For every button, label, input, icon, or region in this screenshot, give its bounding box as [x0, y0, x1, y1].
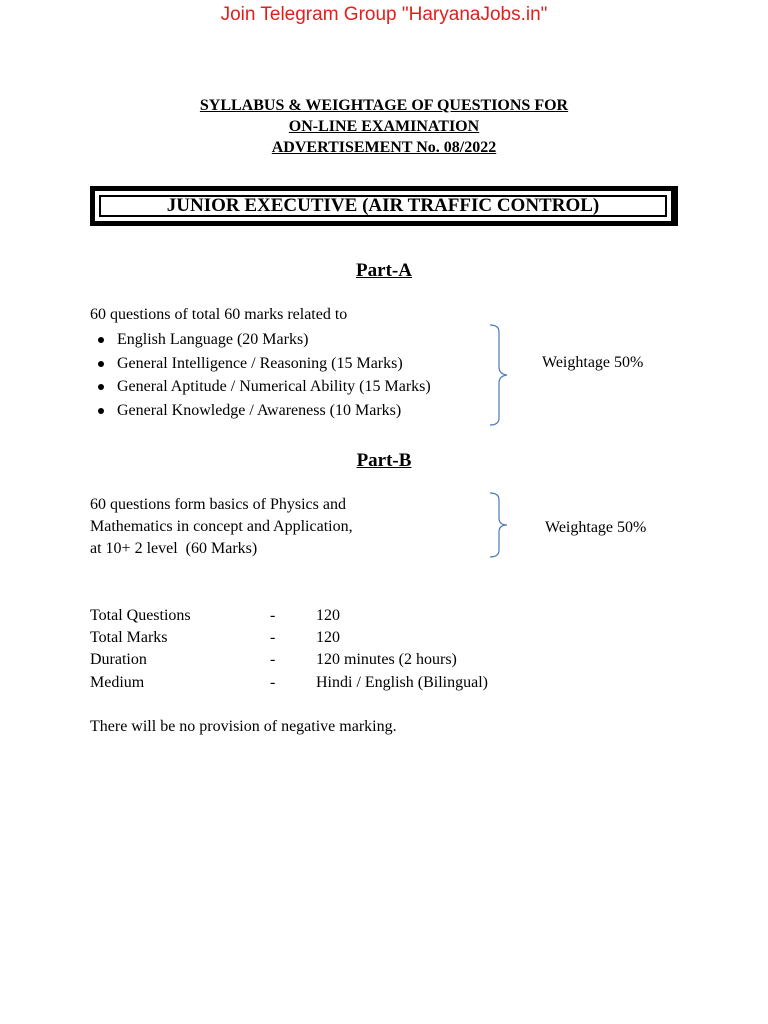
- summary-label: Total Questions: [90, 607, 191, 624]
- part-b-line-3: at 10+ 2 level (60 Marks): [90, 540, 258, 557]
- summary-value: Hindi / English (Bilingual): [316, 674, 488, 691]
- part-a-intro: 60 questions of total 60 marks related to: [90, 306, 348, 323]
- telegram-banner: Join Telegram Group "HaryanaJobs.in": [220, 4, 548, 25]
- post-title: JUNIOR EXECUTIVE (AIR TRAFFIC CONTROL): [99, 195, 667, 217]
- part-a-weightage: Weightage 50%: [542, 354, 644, 371]
- part-a-brace-icon: [485, 322, 515, 428]
- summary-label: Duration: [90, 651, 147, 668]
- header-line-3: ADVERTISEMENT No. 08/2022: [271, 139, 497, 156]
- part-b-weightage: Weightage 50%: [545, 519, 647, 536]
- part-b-line-2: Mathematics in concept and Application,: [90, 518, 353, 535]
- list-item: English Language (20 Marks): [90, 328, 431, 352]
- list-item: General Aptitude / Numerical Ability (15 Marks): [90, 375, 431, 399]
- summary-separator: -: [270, 651, 276, 668]
- part-b-heading: Part-B: [356, 450, 412, 471]
- summary-value: 120: [316, 607, 340, 624]
- summary-label: Total Marks: [90, 629, 168, 646]
- summary-separator: -: [270, 629, 276, 646]
- header-line-2: ON-LINE EXAMINATION: [288, 118, 480, 135]
- post-title-frame: [94, 190, 672, 222]
- list-item: General Knowledge / Awareness (10 Marks): [90, 399, 431, 423]
- part-a-heading: Part-A: [356, 260, 412, 281]
- negative-marking-note: There will be no provision of negative marking.: [90, 718, 397, 735]
- summary-label: Medium: [90, 674, 145, 691]
- summary-value: 120 minutes (2 hours): [316, 651, 457, 668]
- summary-value: 120: [316, 629, 340, 646]
- post-title-box: [90, 186, 678, 226]
- list-item: General Intelligence / Reasoning (15 Marks): [90, 352, 431, 376]
- part-b-line-1: 60 questions form basics of Physics and: [90, 496, 346, 513]
- header-line-1: SYLLABUS & WEIGHTAGE OF QUESTIONS FOR: [199, 97, 569, 114]
- part-a-list: [90, 328, 431, 422]
- summary-separator: -: [270, 607, 276, 624]
- part-b-brace-icon: [485, 490, 515, 560]
- summary-separator: -: [270, 674, 276, 691]
